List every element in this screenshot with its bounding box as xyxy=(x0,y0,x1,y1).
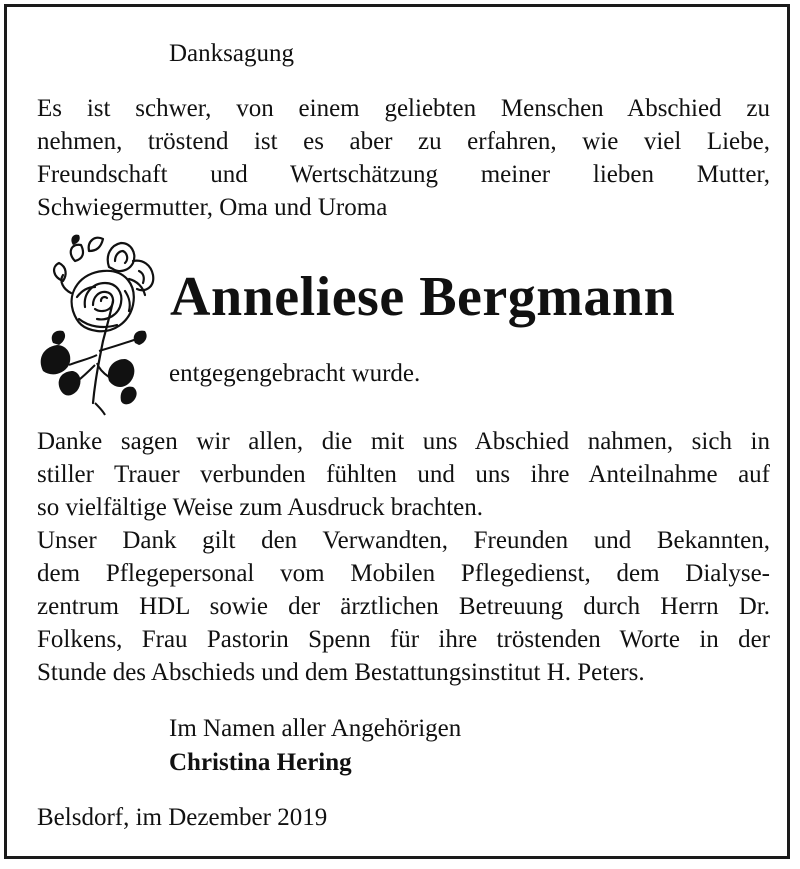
intro-line: Es ist schwer, von einem geliebten Menschen Abschied zu xyxy=(37,95,770,122)
place-date: Belsdorf, im Dezember 2019 xyxy=(37,804,328,831)
intro-paragraph xyxy=(37,92,770,224)
signer-name: Christina Hering xyxy=(169,749,352,776)
body-line: Folkens, Frau Pastorin Spenn für ihre tröstenden Worte in der xyxy=(37,626,770,653)
obituary-notice xyxy=(4,4,790,859)
intro-line: nehmen, tröstend ist es aber zu erfahren, wie viel Liebe, xyxy=(37,128,770,155)
intro-line: Schwiegermutter, Oma und Uroma xyxy=(37,194,388,221)
body-line: Danke sagen wir allen, die mit uns Abschied nahmen, sich in xyxy=(37,428,770,455)
after-name-text: entgegengebracht wurde. xyxy=(169,360,421,387)
deceased-name: Anneliese Bergmann xyxy=(170,266,676,328)
body-line: zentrum HDL sowie der ärztlichen Betreuung durch Herrn Dr. xyxy=(37,593,770,620)
body-line: so vielfältige Weise zum Ausdruck brachten. xyxy=(37,494,484,521)
heading: Danksagung xyxy=(169,40,294,67)
body-line: Unser Dank gilt den Verwandten, Freunden und Bekannten, xyxy=(37,527,770,554)
body-line: stiller Trauer verbunden fühlten und uns ihre Anteilnahme auf xyxy=(37,461,770,488)
body-line: dem Pflegepersonal vom Mobilen Pflegedienst, dem Dialyse- xyxy=(37,560,770,587)
body-line: Stunde des Abschieds und dem Bestattungsinstitut H. Peters. xyxy=(37,659,645,686)
rose-icon xyxy=(33,231,167,417)
body-paragraph xyxy=(37,425,770,689)
intro-line: Freundschaft und Wertschätzung meiner lieben Mutter, xyxy=(37,161,770,188)
signoff: Im Namen aller Angehörigen xyxy=(169,715,462,742)
